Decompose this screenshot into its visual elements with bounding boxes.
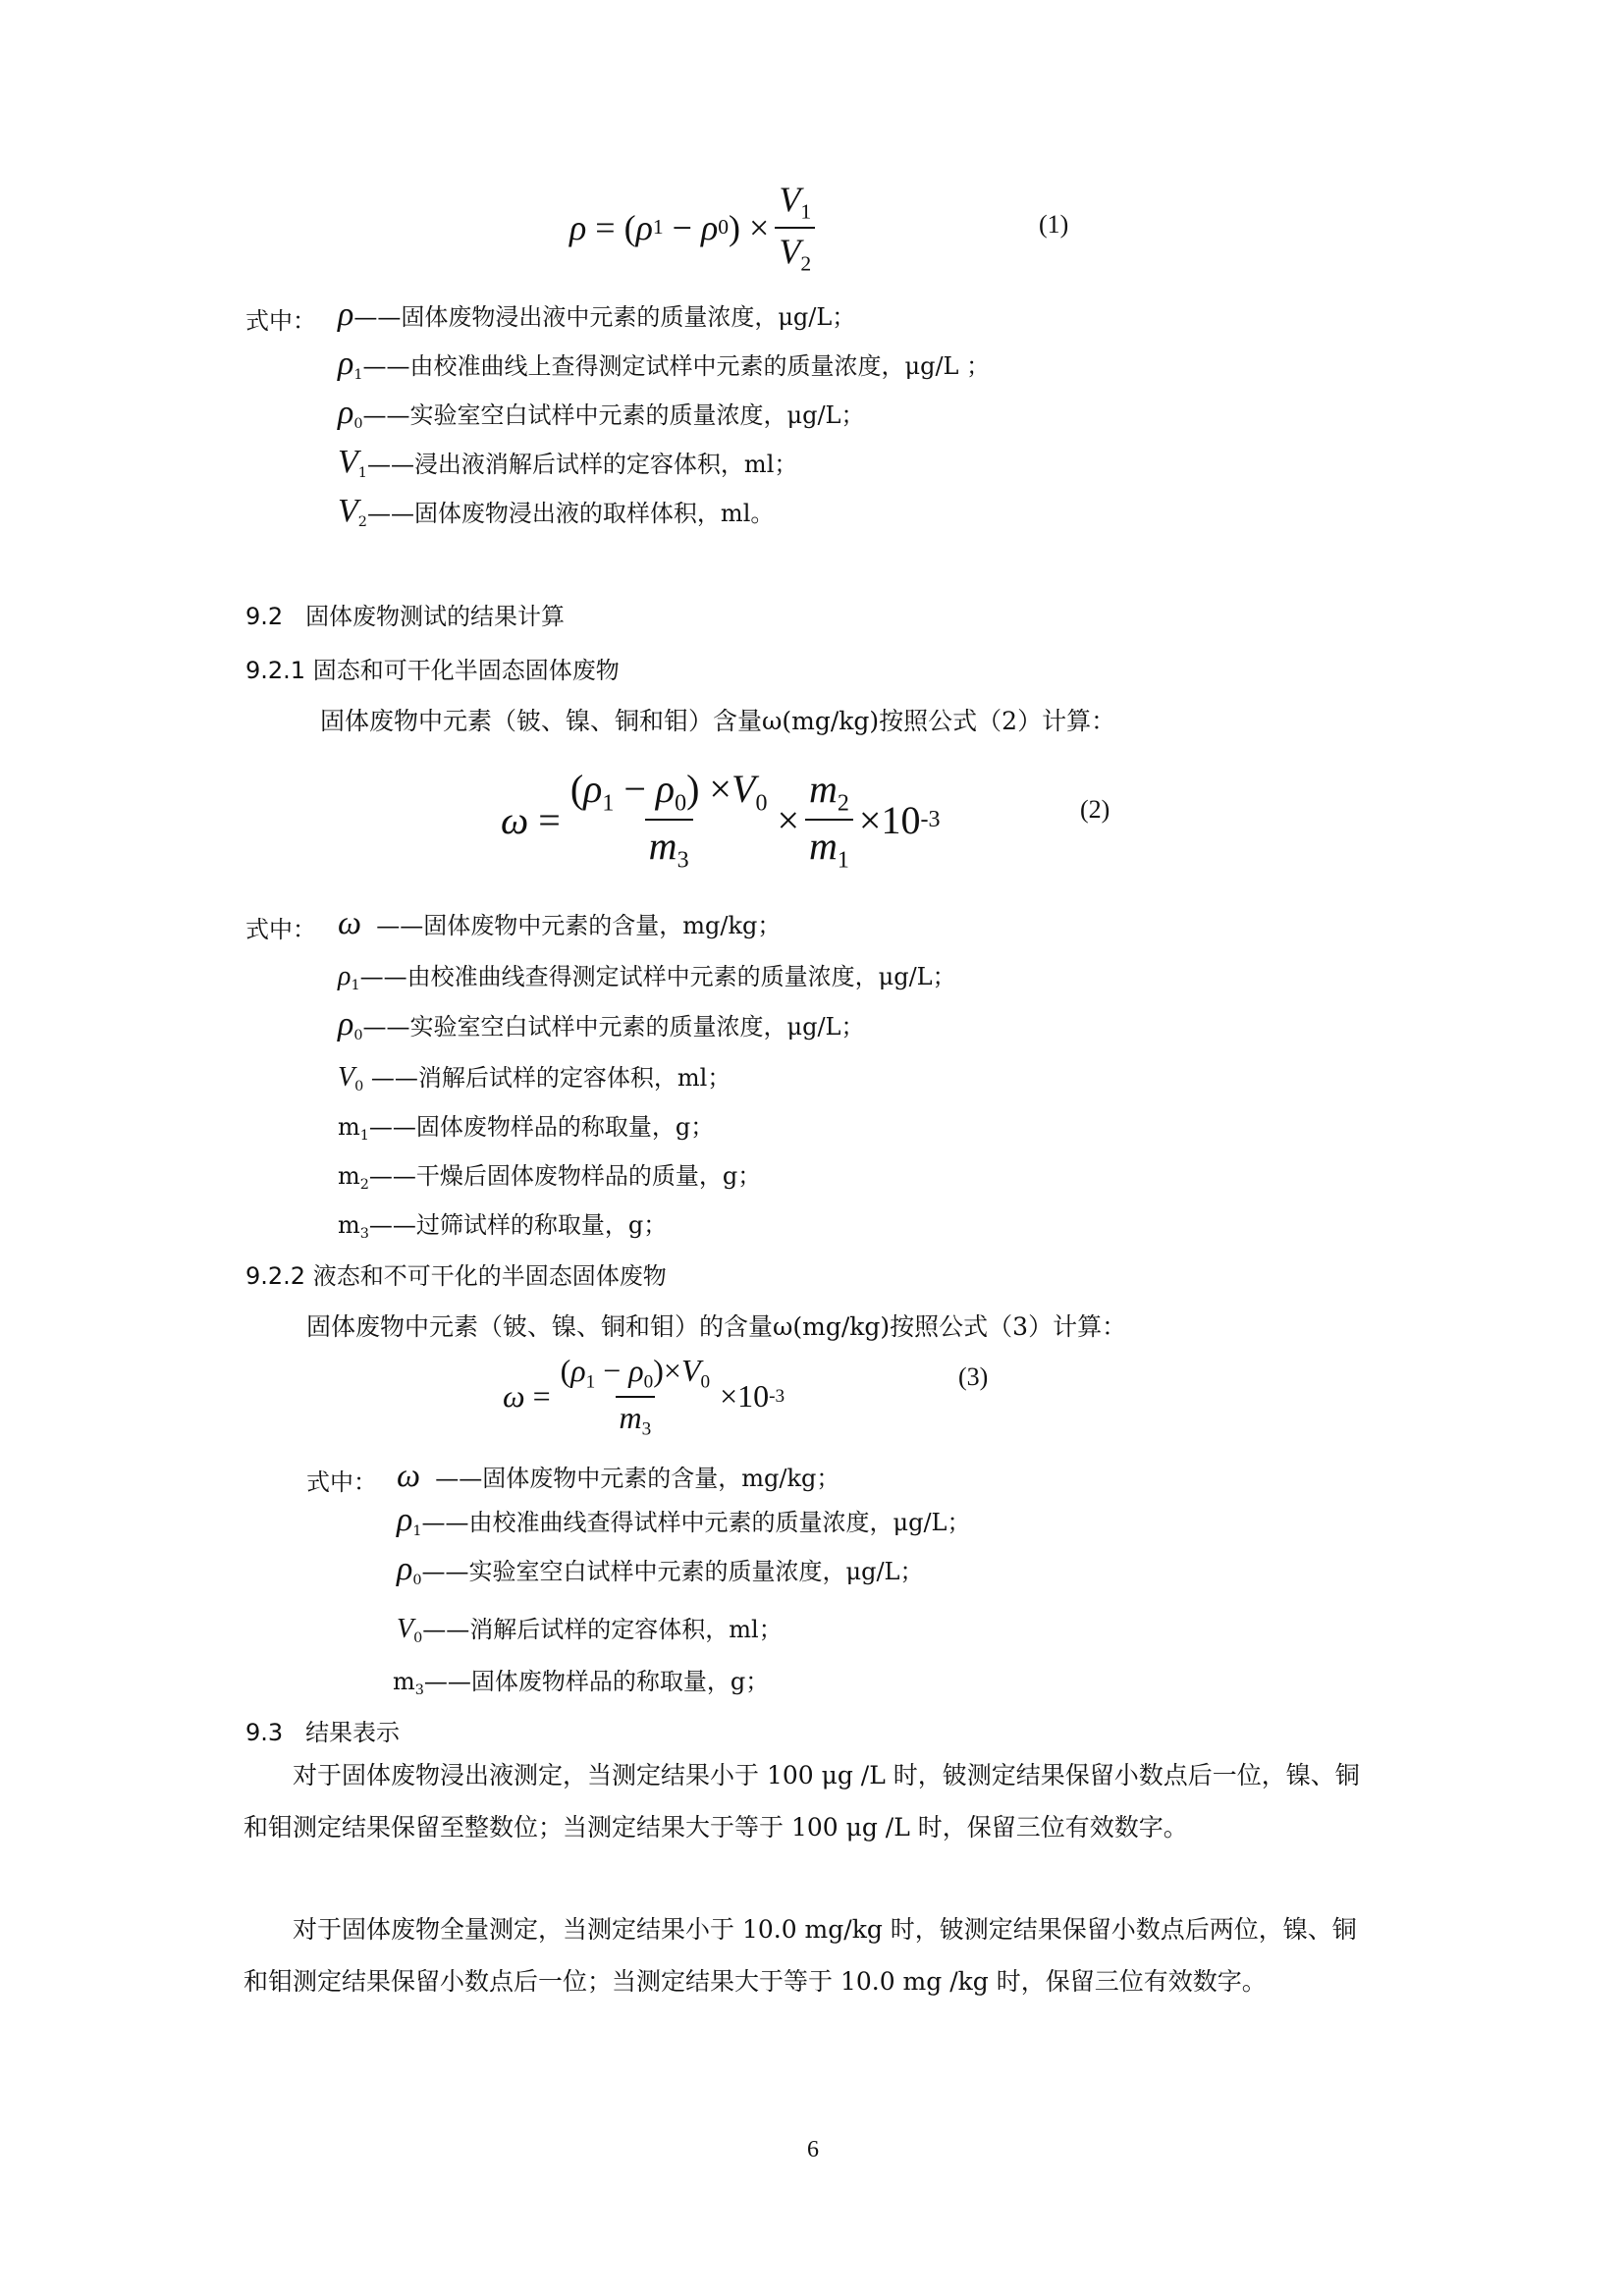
- legend-2-item: $m_2——$干燥后固体废物样品的质量，g；: [338, 1162, 762, 1194]
- page-number: 6: [807, 2137, 819, 2163]
- section-heading-9-2-1: 9.2.1 固态和可干化半固态固体废物: [245, 657, 620, 684]
- formula-2: ω = $\frac{(\rho_1 - \rho_0) \times V_0}{m_3}$ × $\frac{m_2}{m_1}$ ×10 -3: [501, 767, 941, 874]
- legend-3-item: $V_0——$消解后试样的定容体积，ml；: [397, 1614, 783, 1647]
- legend-3-item: $\rho_0——$实验室空白试样中元素的质量浓度，μg/L；: [397, 1551, 924, 1589]
- legend-1-item: $V_2——$固体废物浸出液的取样体积，ml。: [338, 493, 775, 531]
- legend-2-item: $m_3——$过筛试样的称取量，g；: [338, 1211, 668, 1243]
- legend-2-item: $\rho_1——$由校准曲线查得测定试样中元素的质量浓度，μg/L；: [338, 961, 956, 994]
- legend-1-item: $\rho_0——$实验室空白试样中元素的质量浓度，μg/L；: [338, 395, 865, 433]
- legend-3-item: $\rho_1——$由校准曲线查得试样中元素的质量浓度，μg/L；: [397, 1502, 971, 1540]
- section-heading-9-2: 9.2 固体废物测试的结果计算: [245, 603, 566, 630]
- formula-3-number: (3): [958, 1362, 989, 1391]
- formula-2-number: (2): [1080, 795, 1110, 824]
- formula-1-number: (1): [1039, 210, 1069, 239]
- legend-2-item: $\rho_0——$实验室空白试样中元素的质量浓度，μg/L；: [338, 1006, 865, 1044]
- legend-1-prefix: 式中：: [245, 307, 316, 335]
- legend-2-prefix: 式中：: [245, 916, 316, 943]
- legend-1-item: ρ——固体废物浸出液中元素的质量浓度，μg/L；: [338, 296, 856, 333]
- legend-2-item: $m_1——$固体废物样品的称取量，g；: [338, 1113, 715, 1145]
- legend-3-item: $m_3——$固体废物样品的称取量，g；: [393, 1668, 770, 1699]
- legend-3-prefix: 式中：: [306, 1468, 377, 1496]
- legend-1-item: $\rho_1——$由校准曲线上查得测定试样中元素的质量浓度，μg/L ；: [338, 346, 991, 384]
- result-paragraph-total: 对于固体废物全量测定，当测定结果小于 10.0 mg/kg 时，铍测定结果保留小数点后两位，镍、铜和钼测定结果保留小数点后一位；当测定结果大于等于 10.0 mg /kg 时，保留三位有效数字。: [244, 1915, 1357, 1996]
- formula-3: ω = $\frac{(\rho_1 - \rho_0)\times V_0}{m_3}$ ×10 -3: [503, 1353, 785, 1440]
- legend-2-item: ω ——固体废物中元素的含量，mg/kg；: [338, 905, 782, 941]
- legend-3-item: ω ——固体废物中元素的含量，mg/kg；: [397, 1458, 840, 1494]
- legend-2-item: $V_0$ ——消解后试样的定容体积，ml；: [338, 1062, 731, 1095]
- section-heading-9-2-2: 9.2.2 液态和不可干化的半固态固体废物: [245, 1262, 667, 1290]
- result-paragraph-leachate: 对于固体废物浸出液测定，当测定结果小于 100 μg /L 时，铍测定结果保留小数点后一位，镍、铜和钼测定结果保留至整数位；当测定结果大于等于 100 μg /L 时，保留三位有效数字。: [244, 1761, 1360, 1842]
- section-9-2-1-intro: 固体废物中元素（铍、镍、铜和钼）含量ω(mg/kg)按照公式（2）计算：: [320, 707, 1116, 735]
- section-heading-9-3: 9.3 结果表示: [245, 1719, 401, 1746]
- section-9-2-2-intro: 固体废物中元素（铍、镍、铜和钼）的含量ω(mg/kg)按照公式（3）计算：: [306, 1312, 1127, 1341]
- formula-1: ρ = ( ρ 1 − ρ 0 ) × $\frac{V_1}{V_2}$: [569, 179, 821, 276]
- legend-1-item: $V_1——$浸出液消解后试样的定容体积，ml；: [338, 444, 798, 482]
